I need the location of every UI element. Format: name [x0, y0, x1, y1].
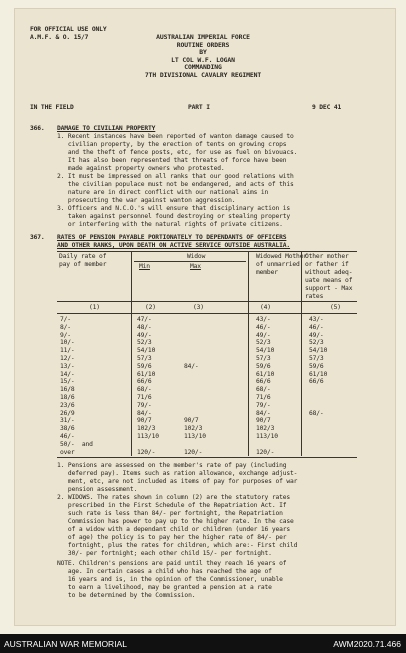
note-line: to earn a livelihood, may be granted a pension at a rate: [57, 584, 272, 591]
classification-line-1: FOR OFFICIAL USE ONLY: [30, 26, 107, 33]
order-366-line: 2. It must be impressed on all ranks that our good relations with: [57, 173, 294, 180]
cell-widow-min: 102/3: [137, 425, 156, 433]
cell-pay-rate: 18/6: [60, 394, 75, 401]
note-line: Commission has power to pay up to the higher rate. In the case: [57, 518, 294, 525]
cell-widow-max: 102/3: [184, 425, 203, 433]
col-header-widow-max: Max: [190, 263, 201, 270]
order-367-title-line: RATES OF PENSION PAYABLE PORTIONATELY TO DEPENDANTS OF OFFICERS: [57, 234, 287, 241]
cell-other-parent: 49/-: [309, 331, 324, 339]
order-366-line: civilian property, by the erection of tents on growing crops: [57, 141, 287, 148]
cell-pay-rate: 26/9: [60, 409, 75, 417]
col-number-4: (4): [260, 304, 271, 311]
cell-pay-rate: 10/-: [60, 339, 75, 347]
col-header-widow: Widow: [187, 253, 206, 260]
col-header-widowed-mother: member: [256, 269, 278, 276]
cell-pay-rate: 12/-: [60, 355, 75, 362]
cell-pay-rate: 14/-: [60, 370, 75, 378]
note-line: 30/- per fortnight; each other child 15/- per fortnight.: [57, 550, 272, 557]
cell-widow-max: 84/-: [184, 362, 199, 370]
order-366-title: DAMAGE TO CIVILIAN PROPERTY: [57, 125, 156, 132]
cell-widow-min: 61/10: [137, 370, 156, 378]
cell-pay-rate: over: [60, 448, 75, 456]
cell-pay-rate: 23/6: [60, 401, 75, 409]
order-366-line: It has also been represented that threats of force have been: [57, 157, 287, 164]
note-line: age. In certain cases a child who has reached the age of: [57, 568, 272, 575]
cell-widowed-mother: 59/6: [256, 362, 271, 370]
order-366-line: 1. Recent instances have been reported of wanton damage caused to: [57, 133, 294, 140]
cell-widow-max: 120/-: [184, 448, 203, 456]
cell-widowed-mother: 71/6: [256, 394, 271, 401]
footer-accession-number: AWM2020.71.466: [333, 639, 401, 649]
col-header-pay: pay of member: [59, 261, 107, 268]
cell-widow-min: 59/6: [137, 362, 152, 370]
cell-widowed-mother: 54/10: [256, 347, 275, 355]
note-line: fortnight, plus the rates for children, which are:- First child: [57, 542, 298, 549]
cell-pay-rate: 11/-: [60, 347, 75, 355]
cell-widow-min: 57/3: [137, 355, 152, 362]
cell-widowed-mother: 66/6: [256, 378, 271, 386]
cell-other-parent: 68/-: [309, 409, 324, 417]
order-366-line: made against property owners who protested.: [57, 165, 225, 172]
col-number-2: (2): [145, 304, 156, 311]
col-number-1: (1): [89, 304, 100, 311]
cell-widowed-mother: 57/3: [256, 355, 271, 362]
col-header-widowed-mother: of unmarried: [256, 261, 300, 268]
cell-widow-min: 68/-: [137, 386, 152, 394]
cell-widowed-mother: 79/-: [256, 401, 271, 409]
cell-widow-min: 71/6: [137, 394, 152, 401]
commanding-heading: COMMANDING: [184, 63, 222, 71]
cell-widow-min: 79/-: [137, 401, 152, 409]
cell-pay-rate: 16/8: [60, 386, 75, 394]
cell-pay-rate: 46/-: [60, 433, 75, 440]
cell-other-parent: 52/3: [309, 339, 324, 347]
location-label: IN THE FIELD: [30, 104, 74, 111]
classification-line-2: A.M.F. & O. 15/7: [30, 34, 89, 41]
cell-widowed-mother: 84/-: [256, 409, 271, 417]
note-line: pension assessment.: [57, 486, 138, 493]
cell-widowed-mother: 52/3: [256, 339, 271, 347]
cell-widow-min: 120/-: [137, 448, 156, 456]
col-header-widowed-mother: Widowed Mother: [256, 253, 307, 260]
col-header-other-parent: Other mother: [305, 253, 349, 260]
order-366-line: the civilian populace must not be endangered, and acts of this: [57, 181, 294, 188]
by-heading: BY: [199, 48, 207, 56]
cell-other-parent: 66/6: [309, 378, 324, 386]
cell-widow-min: 90/7: [137, 417, 152, 425]
cell-pay-rate: 31/-: [60, 417, 75, 425]
cell-pay-rate: 9/-: [60, 331, 71, 339]
cell-widowed-mother: 102/3: [256, 425, 275, 433]
cell-pay-rate: 38/6: [60, 425, 75, 433]
order-366-line: prosecuting the war against wanton aggression.: [57, 197, 236, 204]
order-366-number: 366.: [30, 125, 45, 132]
table-column-divider: [131, 252, 132, 456]
cell-pay-rate: 13/-: [60, 362, 75, 370]
cell-other-parent: 43/-: [309, 316, 324, 323]
order-366-line: or interfering with the natural rights of private citizens.: [57, 221, 283, 228]
order-366-line: 3. Officers and N.C.O.'s will ensure that disciplinary action is: [57, 205, 291, 212]
cell-other-parent: 57/3: [309, 355, 324, 362]
table-column-divider: [301, 252, 302, 456]
note-line: to be determined by the Commission.: [57, 592, 196, 599]
cell-widow-min: 48/-: [137, 323, 152, 331]
order-366-line: taken against personnel found destroying or stealing property: [57, 213, 291, 220]
widow-subheader-rule: [134, 261, 246, 262]
note-line: 1. Pensions are assessed on the member's rate of pay (including: [57, 462, 287, 469]
note-line: ment, etc, are not included as items of pay for purposes of war: [57, 478, 298, 485]
cell-widow-min: 52/3: [137, 339, 152, 347]
part-label: PART I: [188, 104, 210, 111]
col-header-other-parent: support - Max: [305, 285, 353, 292]
cell-widowed-mother: 120/-: [256, 448, 275, 456]
table-header-rule: [57, 301, 357, 302]
cell-widowed-mother: 43/-: [256, 316, 271, 323]
note-line: NOTE. Children's pensions are paid until they reach 16 years of: [57, 560, 287, 567]
order-366-line: nature are in direct conflict with our national aims in: [57, 189, 269, 196]
note-line: 2. WIDOWS. The rates shown in column (2) are the statutory rates: [57, 494, 291, 501]
cell-pay-rate: 8/-: [60, 323, 71, 331]
col-header-pay: Daily rate of: [59, 253, 107, 260]
order-366-line: and the theft of fence posts, etc, for use as fuel on bivouacs.: [57, 149, 298, 156]
cell-other-parent: 61/10: [309, 370, 328, 378]
table-column-divider: [248, 252, 249, 456]
force-heading: AUSTRALIAN IMPERIAL FORCE: [156, 33, 250, 41]
cell-pay-rate: 15/-: [60, 378, 75, 386]
cell-widow-min: 66/6: [137, 378, 152, 386]
cell-widowed-mother: 113/10: [256, 433, 278, 440]
cell-widow-min: 113/10: [137, 433, 159, 440]
col-header-other-parent: uate means of: [305, 277, 353, 284]
col-header-other-parent: rates: [305, 293, 324, 300]
cell-widowed-mother: 49/-: [256, 331, 271, 339]
cell-widow-min: 47/-: [137, 316, 152, 323]
cell-widowed-mother: 46/-: [256, 323, 271, 331]
cell-other-parent: 54/10: [309, 347, 328, 355]
note-line: of age) the policy is to pay her the higher rate of 84/- per: [57, 534, 287, 541]
cell-widowed-mother: 68/-: [256, 386, 271, 394]
note-line: deferred pay). Items such as ration allowance, exchange adjust-: [57, 470, 298, 477]
col-header-widow-min: Min: [139, 263, 150, 270]
order-367-number: 367.: [30, 234, 45, 241]
cell-widow-min: 54/10: [137, 347, 156, 355]
cell-widowed-mother: 90/7: [256, 417, 271, 425]
col-number-5: (5): [330, 304, 341, 311]
cell-other-parent: 46/-: [309, 323, 324, 331]
orders-heading: ROUTINE ORDERS: [176, 40, 230, 49]
cell-pay-rate: 50/- and: [60, 440, 93, 448]
note-line: such rate is less than 84/- per fortnight, the Repatriation: [57, 510, 283, 517]
order-367-title-line: AND OTHER RANKS, UPON DEATH ON ACTIVE SERVICE OUTSIDE AUSTRALIA.: [57, 242, 291, 249]
cell-widow-min: 84/-: [137, 409, 152, 417]
officer-heading: LT COL W.F. LOGAN: [171, 55, 235, 64]
cell-pay-rate: 7/-: [60, 316, 71, 323]
cell-widowed-mother: 61/10: [256, 370, 275, 378]
cell-widow-max: 90/7: [184, 417, 199, 425]
col-header-other-parent: or father if: [305, 261, 349, 268]
footer-institution: AUSTRALIAN WAR MEMORIAL: [4, 639, 127, 649]
col-header-other-parent: without adeq-: [305, 269, 353, 276]
table-bottom-rule: [57, 457, 357, 458]
archive-footer: [0, 634, 406, 653]
note-line: 16 years and is, in the opinion of the Commissioner, unable: [57, 576, 283, 583]
table-numbers-rule: [57, 313, 357, 314]
cell-widow-min: 49/-: [137, 331, 152, 339]
unit-heading: 7TH DIVISIONAL CAVALRY REGIMENT: [144, 70, 262, 79]
cell-widow-max: 113/10: [184, 433, 206, 440]
date-label: 9 DEC 41: [312, 104, 342, 111]
cell-other-parent: 59/6: [309, 362, 324, 370]
table-top-rule: [57, 251, 357, 252]
note-line: of a widow with a dependant child or children (under 16 years: [57, 526, 291, 533]
note-line: prescribed in the First Schedule of the Repatriation Act. If: [57, 502, 287, 509]
col-number-3: (3): [193, 304, 204, 311]
